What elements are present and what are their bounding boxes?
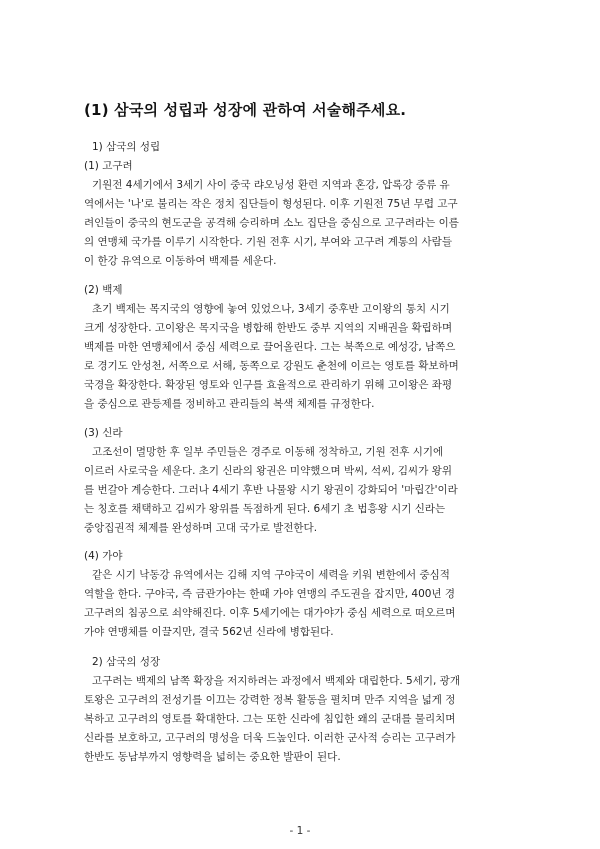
section-heading-growth: 2) 삼국의 성장: [92, 656, 161, 668]
paragraph-silla: [84, 443, 520, 538]
text-line: 로 경기도 안성천, 서쪽으로 서해, 동쪽으로 강원도 춘천에 이르는 영토를 확보하며: [84, 360, 459, 372]
text-line: 초기 백제는 목지국의 영향에 놓여 있었으나, 3세기 중후반 고이왕의 통치 시기: [92, 303, 450, 315]
text-line: 이르러 사로국을 세운다. 초기 신라의 왕권은 미약했으며 박씨, 석씨, 김씨가 왕위: [84, 465, 452, 477]
text-line: 의 연맹체 국가를 이루기 시작한다. 기원 전후 시기, 부여와 고구려 계통의 사람들: [84, 236, 452, 248]
section-heading-formation: 1) 삼국의 성립: [92, 141, 161, 153]
text-line: 복하고 고구려의 영토를 확대한다. 그는 또한 신라에 침입한 왜의 군대를 물리치며: [84, 713, 456, 725]
paragraph-goguryeo: [84, 176, 520, 271]
text-line: 크게 성장한다. 고이왕은 목지국을 병합해 한반도 중부 지역의 지배권을 확립하며: [84, 322, 453, 334]
text-line: 고조선이 멸망한 후 일부 주민들은 경주로 이동해 정착하고, 기원 전후 시기에: [92, 446, 444, 458]
text-line: 기원전 4세기에서 3세기 사이 중국 랴오닝성 환런 지역과 혼강, 압록강 중류 유: [92, 179, 450, 191]
text-line: 한반도 동남부까지 영향력을 넓히는 중요한 발판이 된다.: [84, 751, 341, 763]
subsection-heading-gaya: (4) 가야: [84, 550, 123, 562]
text-line: 고구려의 침공으로 쇠약해진다. 이후 5세기에는 대가야가 중심 세력으로 떠오르며: [84, 607, 456, 619]
paragraph-baekje: [84, 300, 520, 414]
text-line: 역에서는 '나'로 불리는 작은 정치 집단들이 형성된다. 이후 기원전 75년 무렵 고구: [84, 198, 458, 210]
text-line: 같은 시기 낙동강 유역에서는 김해 지역 구야국이 세력을 키워 변한에서 중심적: [92, 569, 450, 581]
text-line: 신라를 보호하고, 고구려의 명성을 더욱 드높인다. 이러한 군사적 승리는 고구려가: [84, 732, 456, 744]
subsection-heading-goguryeo: (1) 고구려: [84, 160, 133, 172]
page-number: - 1 -: [289, 825, 311, 837]
text-line: 을 중심으로 관등제를 정비하고 관리들의 복색 체제를 규정한다.: [84, 398, 375, 410]
text-line: 중앙집권적 체제를 완성하며 고대 국가로 발전한다.: [84, 522, 318, 534]
subsection-heading-baekje: (2) 백제: [84, 284, 123, 296]
text-line: 이 한강 유역으로 이동하여 백제를 세운다.: [84, 255, 277, 267]
paragraph-growth: [84, 672, 520, 767]
text-line: 를 번갈아 계승한다. 그러나 4세기 후반 나물왕 시기 왕권이 강화되어 '마립간'이라: [84, 484, 458, 496]
subsection-heading-silla: (3) 신라: [84, 427, 123, 439]
text-line: 국경을 확장한다. 확장된 영토와 인구를 효율적으로 관리하기 위해 고이왕은 좌평: [84, 379, 453, 391]
text-line: 고구려는 백제의 남쪽 확장을 저지하려는 과정에서 백제와 대립한다. 5세기, 광개: [92, 675, 460, 687]
document-title: (1) 삼국의 성립과 성장에 관하여 서술해주세요.: [84, 101, 407, 119]
text-line: 역할을 한다. 구야국, 즉 금관가야는 한때 가야 연맹의 주도권을 잡지만, 400년 경: [84, 588, 456, 600]
text-line: 는 칭호를 채택하고 김씨가 왕위를 독점하게 된다. 6세기 초 법흥왕 시기 신라는: [84, 503, 446, 515]
paragraph-gaya: [84, 566, 520, 642]
text-line: 토왕은 고구려의 전성기를 이끄는 강력한 정복 활동을 펼치며 만주 지역을 넓게 정: [84, 694, 456, 706]
text-line: 려인들이 중국의 현도군을 공격해 승리하며 소노 집단을 중심으로 고구려라는 이름: [84, 217, 459, 229]
text-line: 백제를 마한 연맹체에서 중심 세력으로 끌어올린다. 그는 북쪽으로 예성강, 남쪽으: [84, 341, 456, 353]
text-line: 가야 연맹체를 이끌지만, 결국 562년 신라에 병합된다.: [84, 626, 334, 638]
